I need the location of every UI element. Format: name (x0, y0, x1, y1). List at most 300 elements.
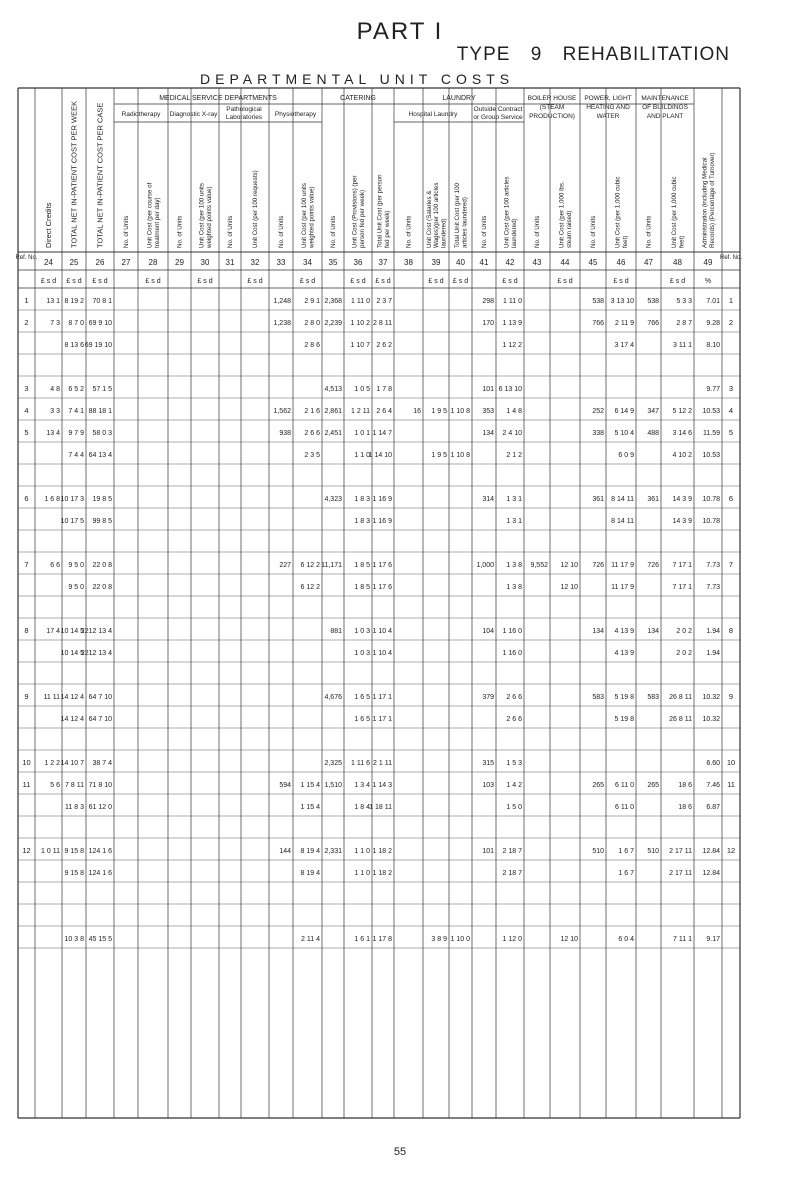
table-cell: 101 (482, 386, 494, 393)
table-cell: 510 (647, 848, 659, 855)
table-cell: 14 10 7 (60, 760, 84, 767)
currency-unit: £ s d (557, 278, 573, 285)
currency-unit: £ s d (145, 278, 161, 285)
table-cell: 6 0 9 (618, 452, 634, 459)
table-cell: 144 (279, 848, 291, 855)
column-number: 26 (95, 258, 105, 267)
column-header: Unit Cost (per 1,000 lbs. (558, 181, 566, 248)
table-cell: 3 8 9 (431, 936, 447, 943)
row-ref-number: 2 (728, 318, 734, 327)
table-cell: 9 15 8 (64, 870, 84, 877)
table-cell: 1 6 1 (354, 936, 370, 943)
table-cell: 9,552 (530, 562, 548, 569)
row-ref-number: 1 (24, 296, 29, 305)
column-number: 32 (250, 258, 260, 267)
table-cell: 170 (482, 320, 494, 327)
column-number: 45 (588, 258, 598, 267)
table-cell: 766 (592, 320, 604, 327)
table-cell: 22 0 8 (92, 562, 112, 569)
table-cell: 17 4 (46, 628, 60, 635)
table-cell: 10 17 3 (60, 496, 84, 503)
column-number: 48 (673, 258, 682, 267)
laundry-group-header: LAUNDRY (442, 95, 476, 102)
table-cell: 1 13 9 (502, 320, 522, 327)
table-cell: 2,861 (324, 408, 342, 415)
table-cell: 71 8 10 (88, 782, 112, 789)
row-ref-number: 2 (24, 318, 29, 327)
table-cell: 5 19 8 (614, 694, 634, 701)
table-cell: 1 14 3 (372, 782, 392, 789)
table-cell: 103 (482, 782, 494, 789)
table-cell: 11 17 9 (611, 584, 634, 591)
table-cell: 1 3 8 (506, 584, 522, 591)
ref-label: Ref. No. (15, 255, 38, 261)
table-cell: 5 3 3 (676, 298, 692, 305)
table-cell: 1 10 0 (450, 936, 470, 943)
column-header: Unit Cost (per course of (146, 182, 154, 248)
table-cell: 1 3 1 (506, 518, 522, 525)
row-ref-number: 5 (728, 428, 734, 437)
column-header: Total Unit Cost (per 100 (454, 183, 462, 248)
row-ref-number: 11 (727, 780, 735, 789)
currency-unit: £ s d (40, 278, 57, 285)
table-cell: 726 (647, 562, 659, 569)
page-number: 55 (393, 1146, 407, 1158)
table-cell: 13 1 (46, 298, 60, 305)
column-number: 41 (479, 258, 489, 267)
table-cell: 1 0 5 (354, 386, 370, 393)
column-header: Unit Cost (Salaries & (426, 190, 434, 248)
table-cell: 64 13 4 (88, 452, 112, 459)
table-cell: 10.32 (702, 716, 720, 723)
currency-unit: £ s d (502, 278, 518, 285)
column-header: articles laundered) (461, 197, 469, 248)
column-header: Unit Cost (per 100 units (301, 183, 309, 248)
medical-service-group-header: MEDICAL SERVICE DEPARTMENTS (159, 95, 277, 102)
table-cell: 22 0 8 (92, 584, 112, 591)
table-cell: 8 13 6 (64, 342, 84, 349)
table-cell: 1 17 1 (372, 694, 392, 701)
table-cell: 315 (482, 760, 494, 767)
radiotherapy-header: Radiotherapy (121, 111, 161, 118)
table-cell: 4 13 9 (614, 628, 634, 635)
table-cell: 8 7 0 (68, 320, 84, 327)
table-cell: 1 10 7 (350, 342, 370, 349)
outside-contract-header: or Group Service (473, 114, 523, 121)
column-header: treatment per day) (153, 197, 161, 248)
table-cell: 1 9 5 (431, 408, 447, 415)
table-cell: 12 10 (560, 584, 578, 591)
maintenance-group-header: OF BUILDINGS (642, 104, 688, 111)
table-cell: 64 7 10 (88, 716, 112, 723)
table-cell: 1 17 6 (372, 584, 392, 591)
column-header: No. of Units (123, 215, 131, 248)
diagnostic-xray-header: Diagnostic X-ray (169, 111, 218, 118)
table-cell: 8 19 2 (64, 298, 84, 305)
boiler-house-group-header: BOILER HOUSE (527, 95, 577, 102)
table-cell: 2,368 (324, 298, 342, 305)
power-group-header: HEATING AND (586, 104, 630, 111)
table-cell: 2 11 9 (615, 320, 634, 327)
table-cell: 1.94 (706, 650, 720, 657)
row-ref-number: 6 (728, 494, 734, 503)
column-header: No. of Units (481, 215, 489, 248)
table-cell: 1 0 3 (354, 650, 370, 657)
table-cell: 3 14 6 (672, 430, 692, 437)
currency-unit: £ s d (92, 278, 108, 285)
table-cell: 1 10 8 (450, 408, 470, 415)
table-cell: 4 8 (50, 386, 60, 393)
column-header: No. of Units (330, 215, 338, 248)
table-cell: 10.32 (702, 694, 720, 701)
table-cell: 1 12 0 (502, 936, 522, 943)
table-cell: 938 (279, 430, 291, 437)
table-cell: 1,248 (273, 298, 291, 305)
column-header: Records) (Percentage of Turnover) (708, 152, 716, 248)
table-cell: 6 12 2 (300, 584, 320, 591)
type-name: REHABILITATION (562, 44, 730, 65)
row-ref-number: 3 (728, 384, 734, 393)
column-number: 46 (616, 258, 626, 267)
table-cell: 70 8 1 (92, 298, 112, 305)
table-cell: 10.78 (702, 518, 720, 525)
table-cell: 69 9 10 (88, 320, 112, 327)
type-label: TYPE (456, 44, 511, 65)
table-cell: 1 17 8 (372, 936, 392, 943)
table-cell: 7.73 (706, 562, 720, 569)
table-cell: 252 (592, 408, 604, 415)
table-cell: 10.53 (702, 452, 720, 459)
table-cell: 1 6 7 (618, 848, 634, 855)
table-cell: 4,323 (324, 496, 342, 503)
outside-contract-header: Outside Contract (473, 106, 523, 113)
table-cell: 7 4 4 (68, 452, 84, 459)
pathological-laboratories-header: Pathological (226, 106, 262, 113)
table-cell: 1 0 11 (41, 848, 60, 855)
table-cell: 1 8 5 (354, 562, 370, 569)
table-cell: 45 15 5 (88, 936, 112, 943)
table-cell: 7 17 1 (672, 584, 692, 591)
table-cell: 1 10 4 (372, 650, 392, 657)
column-number: 40 (456, 258, 465, 267)
table-cell: 1 15 4 (300, 782, 320, 789)
table-cell: 7.01 (706, 298, 720, 305)
column-number: 30 (200, 258, 210, 267)
table-cell: 1 6 5 (354, 694, 370, 701)
department-heading: DEPARTMENTAL UNIT COSTS (200, 71, 515, 87)
table-cell: 2 9 1 (304, 298, 320, 305)
table-cell: 1 0 3 (354, 628, 370, 635)
table-cell: 1,000 (476, 562, 494, 569)
table-cell: 379 (482, 694, 494, 701)
table-cell: 9 5 0 (68, 562, 84, 569)
table-cell: 61 12 0 (88, 804, 112, 811)
table-cell: 726 (592, 562, 604, 569)
table-cell: 766 (647, 320, 659, 327)
table-cell: 18 6 (678, 782, 692, 789)
table-cell: 10.78 (702, 496, 720, 503)
table-cell: 1 6 8 (44, 496, 60, 503)
table-cell: 2 8 0 (304, 320, 320, 327)
column-header: person fed per week) (358, 189, 366, 248)
table-cell: 69 19 10 (84, 342, 112, 349)
table-cell: 1 10 8 (450, 452, 470, 459)
column-header: weighted points value) (205, 186, 213, 248)
table-cell: 1 11 6 (351, 760, 370, 767)
table-cell: 5 10 4 (614, 430, 634, 437)
table-cell: 7 17 1 (672, 562, 692, 569)
column-number: 37 (378, 258, 388, 267)
column-header: feet) (678, 235, 686, 248)
table-cell: 6 11 0 (615, 804, 634, 811)
currency-unit: £ s d (299, 278, 316, 285)
row-ref-number: 9 (24, 692, 29, 701)
table-cell: 265 (592, 782, 604, 789)
row-ref-number: 7 (24, 560, 29, 569)
table-cell: 1 4 8 (506, 408, 522, 415)
table-cell: 1,510 (324, 782, 342, 789)
row-ref-number: 12 (726, 846, 736, 855)
table-cell: 2,239 (324, 320, 342, 327)
column-number: 34 (303, 258, 312, 267)
table-cell: 11 11 (43, 694, 60, 701)
table-cell: 11,171 (321, 562, 342, 569)
table-cell: 8 19 4 (300, 870, 320, 877)
row-ref-number: 1 (728, 296, 734, 305)
table-cell: 353 (482, 408, 494, 415)
currency-unit: % (704, 278, 712, 285)
table-cell: 583 (647, 694, 659, 701)
table-cell: 1 14 7 (372, 430, 392, 437)
table-cell: 347 (647, 408, 659, 415)
table-cell: 4,513 (324, 386, 342, 393)
table-cell: 1 0 1 (354, 430, 370, 437)
table-cell: 314 (482, 496, 494, 503)
table-cell: 2 6 6 (506, 694, 522, 701)
table-cell: 58 0 3 (92, 430, 112, 437)
ref-label: Ref. No. (719, 255, 743, 261)
row-ref-number: 6 (24, 494, 29, 503)
column-header: Unit Cost (Provisions) (per (351, 175, 359, 248)
row-ref-number: 7 (728, 560, 734, 569)
column-header: TOTAL NET IN-PATIENT COST PER WEEK (69, 100, 79, 248)
table-cell: 2 0 2 (676, 650, 692, 657)
table-cell: 9 15 8 (64, 848, 84, 855)
row-ref-number: 3 (24, 384, 29, 393)
table-cell: 2 6 6 (506, 716, 522, 723)
table-cell: 104 (482, 628, 494, 635)
table-cell: 101 (482, 848, 494, 855)
table-cell: 1 8 5 (354, 584, 370, 591)
table-cell: 1 8 3 (354, 518, 370, 525)
column-header: fed per week) (383, 210, 391, 248)
table-cell: 1 10 4 (372, 628, 392, 635)
table-cell: 88 18 1 (88, 408, 112, 415)
table-cell: 1 9 5 (431, 452, 447, 459)
table-cell: 1 6 5 (354, 716, 370, 723)
column-number: 47 (644, 258, 653, 267)
column-header: laundered) (440, 218, 448, 248)
table-cell: 3 3 (50, 408, 60, 415)
column-number: 29 (175, 258, 184, 267)
column-header: Unit Cost (per 100 requests) (252, 170, 260, 248)
table-cell: 227 (279, 562, 291, 569)
column-number: 36 (353, 258, 363, 267)
table-cell: 2 8 7 (676, 320, 692, 327)
table-cell: 38 7 4 (92, 760, 112, 767)
table-cell: 361 (647, 496, 659, 503)
table-cell: 4 10 2 (672, 452, 692, 459)
table-cell: 6.87 (706, 804, 720, 811)
currency-unit: £ s d (452, 278, 469, 285)
column-header: No. of Units (590, 215, 598, 248)
table-cell: 2212 13 4 (80, 628, 112, 635)
column-number: 42 (505, 258, 515, 267)
table-cell: 4,676 (324, 694, 342, 701)
table-cell: 12 10 (560, 936, 578, 943)
table-cell: 8 14 11 (611, 518, 634, 525)
column-header: TOTAL NET IN-PATIENT COST PER CASE (95, 102, 105, 248)
table-cell: 1 1 0 (354, 870, 370, 877)
column-header: Wages)(per 100 articles (433, 182, 441, 248)
column-number: 44 (560, 258, 570, 267)
table-cell: 1 18 2 (372, 870, 392, 877)
table-cell: 1.94 (706, 628, 720, 635)
column-number: 33 (276, 258, 286, 267)
boiler-house-group-header: (STEAM (539, 104, 565, 111)
column-number: 25 (69, 258, 79, 267)
table-cell: 510 (592, 848, 604, 855)
row-ref-number: 8 (728, 626, 734, 635)
table-cell: 1 7 8 (376, 386, 392, 393)
table-cell: 14 12 4 (60, 716, 84, 723)
table-cell: 1 17 1 (372, 716, 392, 723)
column-header: weighted points value) (308, 186, 316, 248)
table-cell: 1 4 2 (506, 782, 522, 789)
table-cell: 7.73 (706, 584, 720, 591)
column-header: No. of Units (405, 215, 413, 248)
table-cell: 9 5 0 (68, 584, 84, 591)
table-cell: 583 (592, 694, 604, 701)
table-cell: 19 8 5 (92, 496, 112, 503)
row-ref-number: 10 (22, 758, 31, 767)
table-cell: 538 (647, 298, 659, 305)
table-cell: 10 14 5 (60, 650, 84, 657)
table-cell: 10 14 5 (60, 628, 84, 635)
table-cell: 1 10 2 (350, 320, 370, 327)
table-cell: 1 15 4 (300, 804, 320, 811)
table-cell: 338 (592, 430, 604, 437)
column-number: 28 (148, 258, 158, 267)
currency-unit: £ s d (669, 278, 686, 285)
table-cell: 1 3 4 (354, 782, 370, 789)
table-cell: 2 4 10 (502, 430, 522, 437)
table-cell: 12.84 (702, 870, 720, 877)
table-cell: 5 19 8 (614, 716, 634, 723)
power-group-header: WATER (596, 113, 620, 120)
table-cell: 10 3 8 (64, 936, 84, 943)
table-cell: 6 12 2 (300, 562, 320, 569)
table-cell: 9 7 9 (68, 430, 84, 437)
table-cell: 6 6 (50, 562, 60, 569)
column-header: Unit Cost (per 1,000 cubic (614, 176, 622, 248)
table-cell: 1 6 7 (618, 870, 634, 877)
column-header: No. of Units (176, 215, 184, 248)
column-header: Unit Cost (per 100 articles (503, 176, 511, 248)
table-cell: 1 3 1 (506, 496, 522, 503)
table-cell: 124 1 6 (88, 848, 112, 855)
row-ref-number: 4 (728, 406, 734, 415)
table-cell: 1 18 11 (369, 804, 392, 811)
currency-unit: £ s d (66, 278, 82, 285)
currency-unit: £ s d (428, 278, 444, 285)
table-cell: 11.59 (703, 430, 720, 437)
boiler-house-group-header: PRODUCTION) (529, 113, 575, 120)
type-number: 9 (530, 44, 543, 65)
hospital-laundry-header: Hospital Laundry (408, 111, 458, 118)
table-cell: 134 (592, 628, 604, 635)
table-cell: 1 16 9 (372, 496, 392, 503)
table-cell: 8 14 11 (611, 496, 634, 503)
table-cell: 57 1 5 (92, 386, 112, 393)
table-cell: 1 11 0 (351, 298, 370, 305)
row-ref-number: 4 (24, 406, 29, 415)
table-cell: 2 1 6 (304, 408, 320, 415)
column-header: feet) (621, 235, 629, 248)
column-number: 24 (44, 258, 53, 267)
currency-unit: £ s d (613, 278, 629, 285)
table-cell: 1 14 10 (368, 452, 392, 459)
table-cell: 99 8 5 (92, 518, 112, 525)
table-cell: 14 12 4 (60, 694, 84, 701)
table-cell: 6.60 (706, 760, 720, 767)
table-cell: 1 2 2 (44, 760, 60, 767)
table-cell: 26 8 11 (669, 694, 692, 701)
currency-unit: £ s d (350, 278, 366, 285)
table-cell: 2,325 (324, 760, 342, 767)
table-cell: 2 0 2 (676, 628, 692, 635)
currency-unit: £ s d (197, 278, 213, 285)
catering-group-header: CATERING (340, 95, 376, 102)
row-ref-number: 8 (24, 626, 29, 635)
row-ref-number: 9 (728, 692, 734, 701)
table-cell: 1 3 8 (506, 562, 522, 569)
table-cell: 7 4 1 (68, 408, 84, 415)
table-cell: 13 4 (46, 430, 60, 437)
column-number: 38 (404, 258, 413, 267)
table-cell: 9.17 (706, 936, 720, 943)
table-cell: 1 8 4 (354, 804, 370, 811)
currency-unit: £ s d (247, 278, 263, 285)
table-cell: 265 (647, 782, 659, 789)
table-cell: 488 (647, 430, 659, 437)
table-cell: 7 3 (50, 320, 60, 327)
table-cell: 10.53 (702, 408, 720, 415)
column-number: 49 (703, 258, 713, 267)
table-cell: 1 16 0 (502, 628, 522, 635)
table-cell: 5 12 2 (672, 408, 692, 415)
table-cell: 2 1 11 (373, 760, 392, 767)
table-cell: 1 18 2 (372, 848, 392, 855)
table-cell: 9.28 (706, 320, 720, 327)
column-number: 35 (328, 258, 338, 267)
row-ref-number: 5 (24, 428, 29, 437)
table-cell: 2 11 4 (301, 936, 320, 943)
row-ref-number: 10 (726, 758, 736, 767)
pathological-laboratories-header: Laboratories (225, 114, 263, 121)
column-header: Total Unit Cost (per person (376, 174, 384, 248)
column-header: laundered) (510, 218, 518, 248)
